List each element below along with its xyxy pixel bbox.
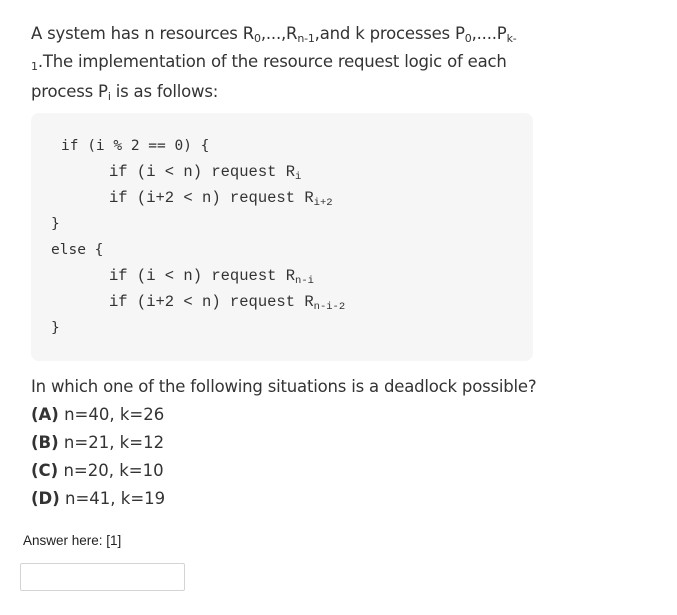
option-a: (A) n=40, k=26 xyxy=(31,405,165,424)
question-text xyxy=(31,20,521,106)
question-line-1: A system has n resources $R_0,...,R_{n-1},and$ k processes $P_0,....P_{k-}$ xyxy=(31,24,517,45)
code-line-if: if (i % 2 == 0) { xyxy=(61,138,210,154)
option-b: (B) n=21, k=12 xyxy=(31,433,165,452)
code-line-request-rni: if (i < n) request $R_{n-i}$ xyxy=(109,267,314,287)
code-line-request-ri2: if (i+2 < n) request $R_{i+2}$ xyxy=(109,189,333,209)
code-line-else: else { xyxy=(51,242,104,258)
question-line-2: 1.The implementation of the resource request logic of each xyxy=(31,52,507,73)
question-line-3: process $P_i$ is as follows: xyxy=(31,82,219,103)
code-line-request-rni2: if (i+2 < n) request $R_{n-i-2}$ xyxy=(109,293,346,313)
answer-label: Answer here: [1] xyxy=(23,533,122,548)
answer-input[interactable] xyxy=(20,563,185,591)
code-block xyxy=(31,113,533,361)
option-c: (C) n=20, k=10 xyxy=(31,461,164,480)
question-prompt: In which one of the following situations is a deadlock possible? xyxy=(31,377,537,396)
code-line-close-else: } xyxy=(51,320,60,336)
option-d: (D) n=41, k=19 xyxy=(31,489,166,508)
code-line-close-if: } xyxy=(51,216,60,232)
code-line-request-ri: if (i < n) request $R_i$ xyxy=(109,163,302,183)
